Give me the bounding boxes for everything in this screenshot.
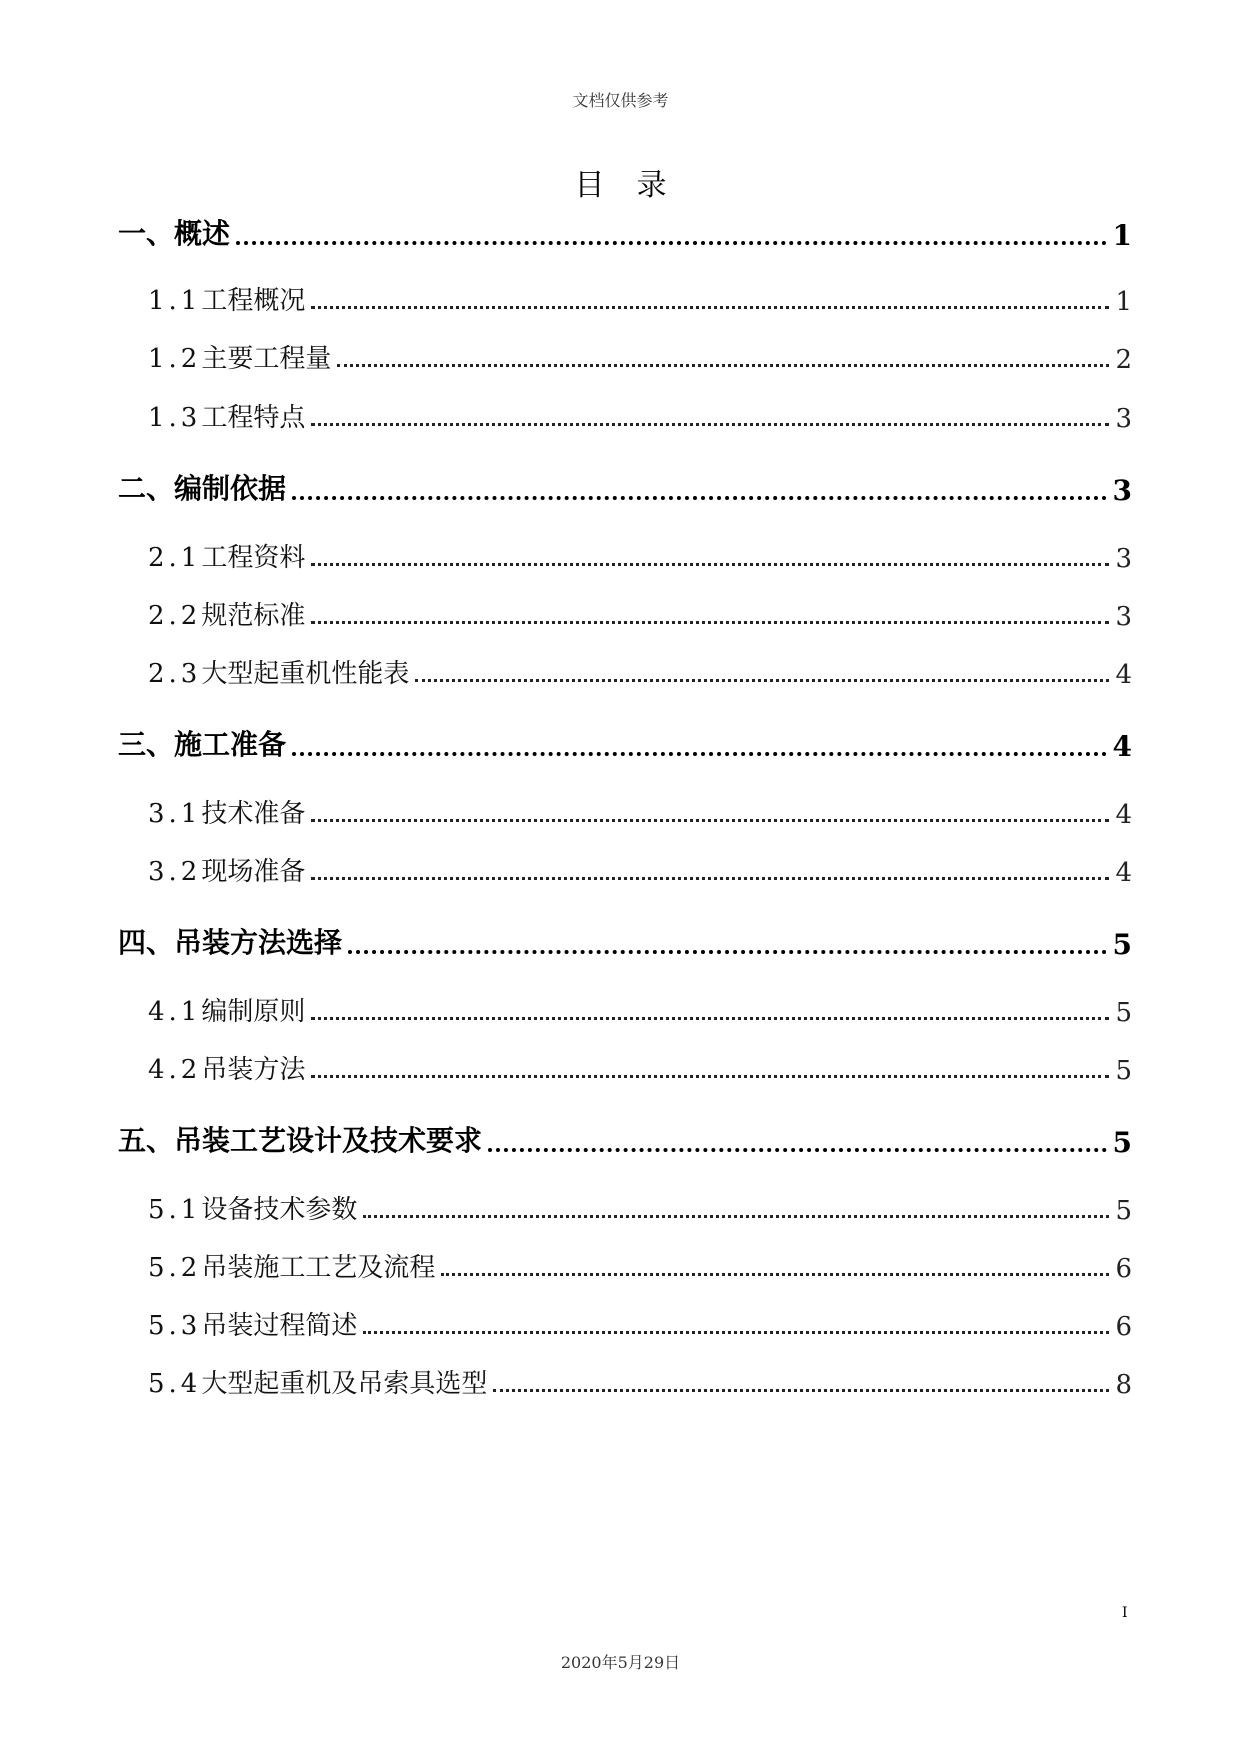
toc-entry-number: 5.2 [148,1253,202,1283]
toc-subsection-entry[interactable] [118,1363,1132,1400]
toc-entry-number: 1.1 [148,286,202,316]
toc-page-number: 3 [1112,474,1132,507]
document-footer-date: 2020年5月29日 [560,1653,681,1672]
toc-subsection-entry[interactable] [118,537,1132,574]
toc-subsection-entry[interactable] [118,397,1132,434]
toc-entry-number: 3.1 [148,799,202,829]
toc-page-number: 5 [1115,998,1132,1028]
toc-entry-label [148,1189,357,1226]
dot-leader [311,563,1109,566]
toc-entry-label [148,1049,305,1086]
toc-entry-title: 工程概况 [201,286,306,316]
toc-entry-label: 五、吊装工艺设计及技术要求 [118,1124,483,1157]
toc-entry-number: 1.2 [148,344,202,374]
toc-entry-title: 主要工程量 [201,344,332,374]
toc-entry-title: 吊装施工工艺及流程 [201,1253,436,1283]
dot-leader [311,621,1109,624]
toc-subsection-entry[interactable] [118,280,1132,317]
toc-entry-title: 技术准备 [201,799,306,829]
toc-page-number: 4 [1112,730,1132,763]
toc-page-number: 3 [1115,404,1132,434]
toc-subsection-entry[interactable] [118,1049,1132,1086]
dot-leader [311,877,1109,880]
toc-entry-label [148,653,409,690]
document-header: 文档仅供参考 [572,91,669,110]
toc-section-entry[interactable] [118,921,1132,961]
dot-leader [236,241,1107,245]
dot-leader [292,496,1107,500]
toc-entry-label [148,991,305,1028]
toc-subsection-entry[interactable] [118,793,1132,830]
toc-section-entry[interactable] [118,467,1132,507]
dot-leader [311,306,1109,309]
toc-page-number: 5 [1112,1126,1132,1159]
toc-entry-title: 大型起重机性能表 [201,659,410,689]
toc-entry-title: 现场准备 [201,857,306,887]
toc-entry-number: 3.2 [148,857,202,887]
toc-page-number: 1 [1115,287,1132,317]
toc-entry-number: 4.2 [148,1055,202,1085]
toc-entry-number: 5.3 [148,1311,202,1341]
toc-entry-label: 一、概述 [118,217,231,250]
toc-page-number: 6 [1115,1254,1132,1284]
toc-page-number: 6 [1115,1312,1132,1342]
toc-page-number: 5 [1115,1056,1132,1086]
toc-subsection-entry[interactable] [118,595,1132,632]
dot-leader [311,819,1109,822]
dot-leader [311,1075,1109,1078]
toc-entry-label [148,851,305,888]
toc-entry-number: 5.4 [148,1369,202,1399]
page-title: 目录 [574,168,699,203]
toc-entry-title: 工程资料 [201,543,306,573]
toc-subsection-entry[interactable] [118,653,1132,690]
toc-entry-title: 编制原则 [201,997,306,1027]
toc-entry-label [148,397,305,434]
toc-subsection-entry[interactable] [118,1189,1132,1226]
page-number-marker: I [1122,1605,1128,1621]
toc-entry-title: 吊装过程简述 [201,1311,358,1341]
toc-subsection-entry[interactable] [118,338,1132,375]
toc-entry-label: 二、编制依据 [118,472,287,505]
toc-entry-number: 5.1 [148,1195,202,1225]
toc-page-number: 3 [1115,602,1132,632]
toc-entry-label: 四、吊装方法选择 [118,926,343,959]
dot-leader [311,1017,1109,1020]
toc-entry-label: 三、施工准备 [118,728,287,761]
toc-subsection-entry[interactable] [118,1305,1132,1342]
toc-entry-title: 大型起重机及吊索具选型 [201,1369,488,1399]
toc-page-number: 5 [1115,1196,1132,1226]
toc-entry-number: 4.1 [148,997,202,1027]
toc-page-number: 2 [1115,345,1132,375]
dot-leader [292,752,1107,756]
toc-subsection-entry[interactable] [118,991,1132,1028]
toc-entry-title: 工程特点 [201,403,306,433]
toc-entry-label [148,338,331,375]
toc-section-entry[interactable] [118,1119,1132,1159]
toc-entry-label [148,793,305,830]
toc-entry-title: 设备技术参数 [201,1195,358,1225]
toc-section-entry[interactable] [118,212,1132,252]
toc-page-number: 4 [1115,858,1132,888]
dot-leader [337,364,1109,367]
dot-leader [415,679,1109,682]
toc-entry-number: 2.3 [148,659,202,689]
toc-entry-label [148,1247,435,1284]
dot-leader [363,1331,1109,1334]
toc-entry-label [148,537,305,574]
toc-entry-title: 吊装方法 [201,1055,306,1085]
toc-entry-label [148,1363,487,1400]
toc-entry-label [148,595,305,632]
toc-page-number: 4 [1115,660,1132,690]
toc-subsection-entry[interactable] [118,1247,1132,1284]
dot-leader [348,950,1107,954]
toc-entry-number: 2.2 [148,601,202,631]
toc-page-number: 5 [1112,928,1132,961]
toc-subsection-entry[interactable] [118,851,1132,888]
toc-page-number: 8 [1115,1370,1132,1400]
toc-page-number: 1 [1112,219,1132,252]
toc-entry-label [148,280,305,317]
dot-leader [441,1273,1109,1276]
toc-entry-label [148,1305,357,1342]
dot-leader [363,1215,1109,1218]
toc-entry-number: 2.1 [148,543,202,573]
dot-leader [488,1148,1107,1152]
dot-leader [493,1389,1109,1392]
toc-section-entry[interactable] [118,723,1132,763]
toc-page-number: 3 [1115,544,1132,574]
toc-entry-number: 1.3 [148,403,202,433]
dot-leader [311,423,1109,426]
toc-entry-title: 规范标准 [201,601,306,631]
toc-page-number: 4 [1115,800,1132,830]
